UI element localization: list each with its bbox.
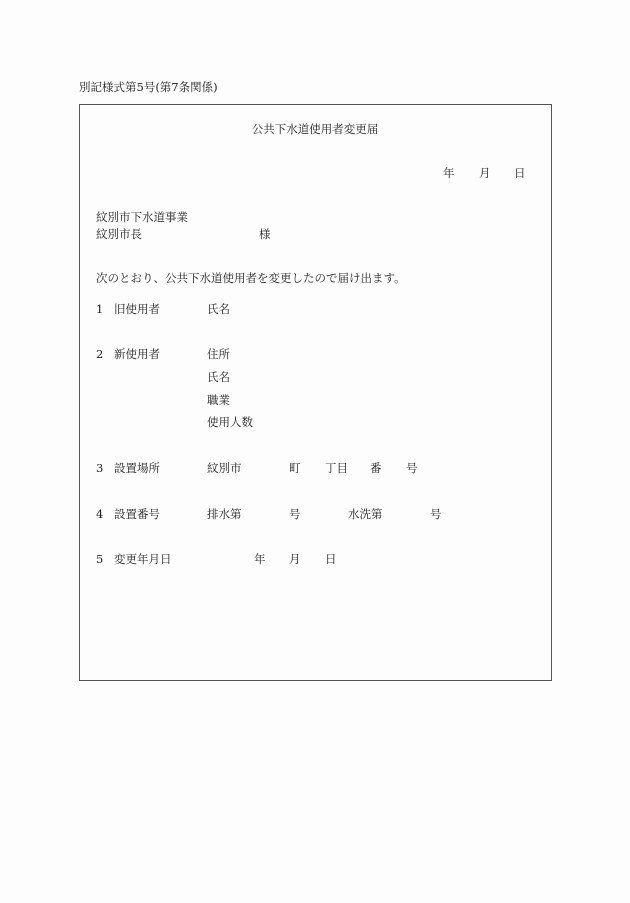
item4-drain-prefix: 排水第 (207, 507, 242, 521)
item2-address-label: 住所 (207, 347, 230, 361)
item4-drain-suffix: 号 (289, 507, 301, 521)
item1-label: 旧使用者 (114, 302, 160, 316)
statement: 次のとおり、公共下水道使用者を変更したので届け出ます。 (96, 271, 406, 285)
form-frame (79, 104, 552, 681)
item5-month: 月 (289, 552, 301, 566)
date-year: 年 (443, 166, 455, 180)
item3-label: 設置場所 (114, 461, 160, 475)
item5-day: 日 (325, 552, 337, 566)
item3-city: 紋別市 (207, 461, 242, 475)
date-day: 日 (514, 166, 526, 180)
item3-go: 号 (406, 461, 418, 475)
item2-number: 2 (96, 347, 104, 361)
item4-label: 設置番号 (114, 507, 160, 521)
item1-number: 1 (96, 302, 104, 316)
item2-occupation-label: 職業 (207, 393, 230, 407)
item3-number: 3 (96, 461, 104, 475)
item3-town: 町 (289, 461, 301, 475)
item5-number: 5 (96, 552, 104, 566)
item4-flush-suffix: 号 (430, 507, 442, 521)
item5-label: 変更年月日 (114, 552, 172, 566)
form-title: 公共下水道使用者変更届 (251, 122, 379, 136)
item2-label: 新使用者 (114, 347, 160, 361)
addressee-line1: 紋別市下水道事業 (96, 210, 188, 224)
form-reference: 別記様式第5号(第7条関係) (79, 80, 218, 94)
item4-flush-prefix: 水洗第 (348, 507, 383, 521)
item1-name-label: 氏名 (207, 302, 230, 316)
item3-chome: 丁目 (325, 461, 348, 475)
item4-number: 4 (96, 507, 104, 521)
addressee-honorific: 様 (259, 227, 271, 241)
date-month: 月 (479, 166, 491, 180)
addressee-line2: 紋別市長 (96, 227, 142, 241)
item5-year: 年 (254, 552, 266, 566)
item2-people-label: 使用人数 (207, 415, 253, 429)
item3-ban: 番 (370, 461, 382, 475)
item2-name-label: 氏名 (207, 370, 230, 384)
